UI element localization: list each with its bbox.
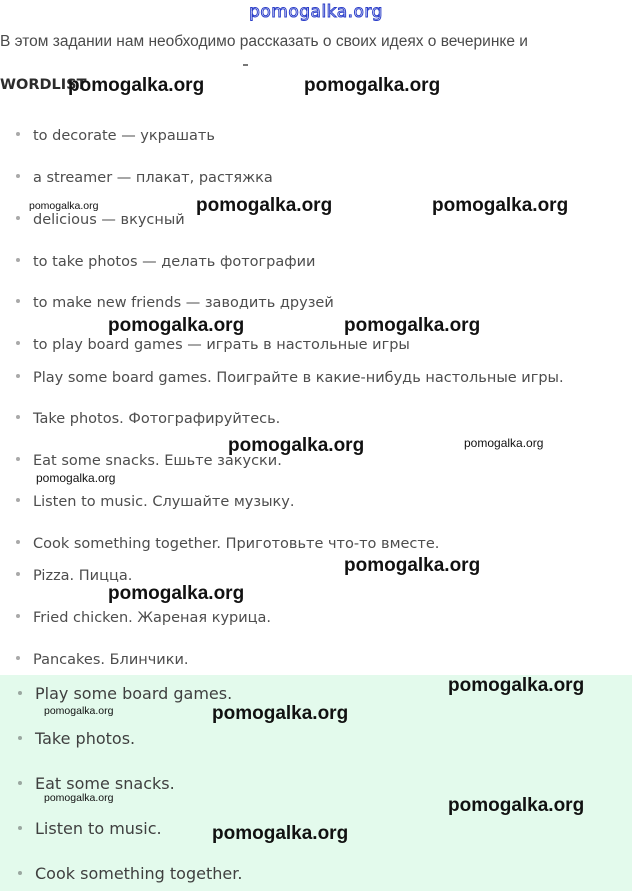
bullet-icon <box>16 540 20 544</box>
list-item: Listen to music. Слушайте музыку. <box>16 494 294 510</box>
bullet-icon <box>16 656 20 660</box>
watermark: pomogalka.org <box>29 200 99 212</box>
list-item: to decorate — украшать <box>16 128 215 144</box>
watermark: pomogalka.org <box>228 435 365 456</box>
watermark: pomogalka.org <box>108 583 245 604</box>
underline-mark <box>243 64 248 66</box>
list-item: to play board games — играть в настольные игры <box>16 337 410 353</box>
bullet-icon <box>18 691 22 695</box>
bullet-icon <box>18 826 22 830</box>
bullet-icon <box>16 374 20 378</box>
list-item: Play some board games. Поиграйте в какие-нибудь настольные игры. <box>16 370 564 386</box>
bullet-icon <box>18 781 22 785</box>
watermark: pomogalka.org <box>36 471 116 485</box>
list-item: a streamer — плакат, растяжка <box>16 170 273 186</box>
list-item: Listen to music. <box>18 819 162 838</box>
list-item: Pancakes. Блинчики. <box>16 652 189 668</box>
bullet-icon <box>16 457 20 461</box>
list-item: to make new friends — заводить друзей <box>16 295 334 311</box>
list-item: Eat some snacks. Ешьте закуски. <box>16 453 282 469</box>
bullet-icon <box>16 614 20 618</box>
list-item: Eat some snacks. <box>18 774 175 793</box>
list-item: Cook something together. <box>18 864 242 883</box>
watermark: pomogalka.org <box>68 75 205 96</box>
bullet-icon <box>16 174 20 178</box>
wordlist-heading: WORDLIST <box>0 77 87 93</box>
bullet-icon <box>16 341 20 345</box>
list-item: Play some board games. <box>18 684 232 703</box>
bullet-icon <box>18 736 22 740</box>
watermark: pomogalka.org <box>304 75 441 96</box>
bullet-icon <box>16 299 20 303</box>
watermark: pomogalka.org <box>432 195 569 216</box>
list-item: Take photos. Фотографируйтесь. <box>16 411 280 427</box>
watermark: pomogalka.org <box>344 555 481 576</box>
watermark: pomogalka.org <box>448 795 585 816</box>
watermark: pomogalka.org <box>44 705 114 717</box>
list-item: to take photos — делать фотографии <box>16 254 315 270</box>
watermark: pomogalka.org <box>448 675 585 696</box>
watermark: pomogalka.org <box>212 703 349 724</box>
watermark: pomogalka.org <box>344 315 481 336</box>
list-item: Fried chicken. Жареная курица. <box>16 610 271 626</box>
bullet-icon <box>16 415 20 419</box>
intro-text: В этом задании нам необходимо рассказать о своих идеях о вечеринке и <box>0 33 528 50</box>
bullet-icon <box>16 132 20 136</box>
list-item: Pizza. Пицца. <box>16 568 132 584</box>
bullet-icon <box>18 871 22 875</box>
bullet-icon <box>16 258 20 262</box>
watermark: pomogalka.org <box>108 315 245 336</box>
bullet-icon <box>16 572 20 576</box>
list-item: Cook something together. Приготовьте что-то вместе. <box>16 536 439 552</box>
watermark: pomogalka.org <box>44 792 114 804</box>
bullet-icon <box>16 216 20 220</box>
bullet-icon <box>16 498 20 502</box>
watermark: pomogalka.org <box>464 436 544 450</box>
watermark: pomogalka.org <box>196 195 333 216</box>
list-item: Take photos. <box>18 729 135 748</box>
list-item: delicious — вкусный <box>16 212 185 228</box>
site-logo[interactable]: pomogalka.org <box>249 2 383 22</box>
watermark: pomogalka.org <box>212 823 349 844</box>
